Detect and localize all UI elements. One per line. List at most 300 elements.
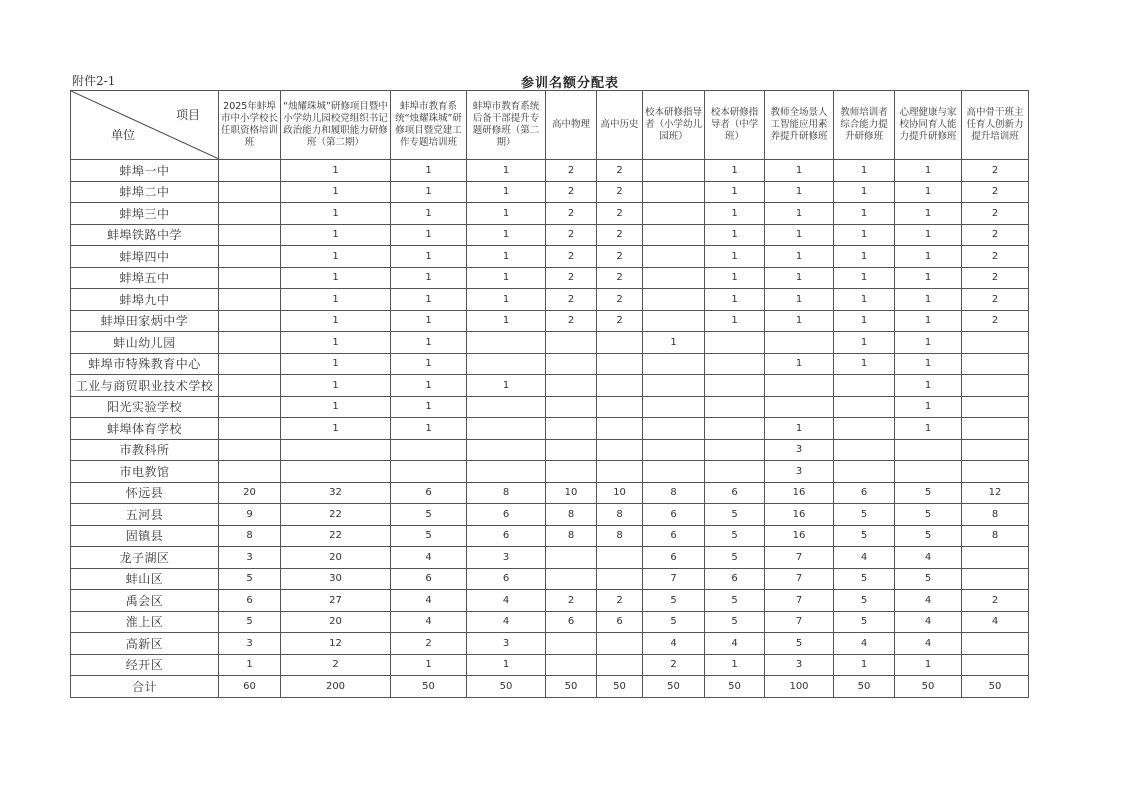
table-row [71,310,1029,332]
quota-cell: 1 [895,375,962,397]
quota-cell: 3 [219,547,281,569]
corner-item-label: 项目 [175,108,200,122]
quota-cell [597,461,643,483]
quota-cell: 8 [962,504,1029,526]
quota-cell [705,353,765,375]
quota-cell: 1 [834,310,895,332]
quota-cell: 1 [765,289,834,311]
quota-cell: 5 [895,482,962,504]
quota-cell: 2 [962,224,1029,246]
quota-cell: 1 [834,654,895,676]
quota-cell: 4 [834,547,895,569]
quota-cell: 1 [834,203,895,225]
quota-cell [834,375,895,397]
quota-cell [643,224,705,246]
quota-cell: 8 [467,482,546,504]
quota-cell: 50 [597,676,643,698]
quota-cell: 5 [834,568,895,590]
unit-name-cell: 龙子湖区 [71,547,219,569]
quota-cell: 1 [219,654,281,676]
quota-cell: 1 [391,224,467,246]
quota-cell: 2 [546,203,597,225]
unit-name-cell: 合计 [71,676,219,698]
quota-cell [391,439,467,461]
quota-cell [467,461,546,483]
unit-name-cell: 五河县 [71,504,219,526]
quota-cell: 3 [467,633,546,655]
quota-cell: 1 [391,267,467,289]
quota-cell [834,396,895,418]
quota-cell: 5 [895,504,962,526]
quota-cell: 6 [643,504,705,526]
quota-cell: 1 [467,181,546,203]
quota-cell: 20 [281,547,391,569]
quota-cell: 1 [705,203,765,225]
quota-cell: 1 [391,289,467,311]
unit-name-cell: 蚌埠铁路中学 [71,224,219,246]
quota-cell: 1 [834,267,895,289]
quota-cell [467,332,546,354]
quota-cell: 50 [391,676,467,698]
quota-cell: 50 [834,676,895,698]
quota-cell: 7 [765,547,834,569]
quota-cell: 5 [834,611,895,633]
quota-cell [962,568,1029,590]
table-row [71,289,1029,311]
quota-cell [546,461,597,483]
table-row [71,633,1029,655]
quota-cell: 1 [467,224,546,246]
quota-cell: 6 [834,482,895,504]
quota-cell: 1 [895,224,962,246]
quota-cell: 1 [895,246,962,268]
quota-cell: 7 [765,590,834,612]
column-header: 高中骨干班主任育人创新力提升培训班 [962,91,1029,160]
quota-cell: 3 [765,654,834,676]
quota-cell: 4 [643,633,705,655]
quota-cell: 1 [281,418,391,440]
table-row [71,246,1029,268]
unit-name-cell: 蚌埠九中 [71,289,219,311]
quota-cell: 4 [467,611,546,633]
table-row [71,332,1029,354]
quota-cell: 2 [546,246,597,268]
quota-cell: 1 [467,160,546,182]
quota-cell: 1 [705,246,765,268]
quota-cell [546,633,597,655]
column-header: 心理健康与家校协同育人能力提升研修班 [895,91,962,160]
quota-cell: 1 [281,181,391,203]
table-row [71,547,1029,569]
quota-cell [643,418,705,440]
quota-cell [597,353,643,375]
quota-cell: 6 [643,547,705,569]
quota-cell [962,375,1029,397]
quota-cell [643,160,705,182]
quota-cell [834,418,895,440]
quota-cell [219,310,281,332]
table-row [71,160,1029,182]
quota-cell [643,310,705,332]
quota-cell: 1 [467,289,546,311]
table-row [71,418,1029,440]
table-row [71,482,1029,504]
column-header: 教师全场景人工智能应用素养提升研修班 [765,91,834,160]
quota-cell [597,375,643,397]
quota-cell: 6 [705,482,765,504]
quota-cell: 1 [765,418,834,440]
quota-cell: 10 [597,482,643,504]
quota-cell: 1 [834,160,895,182]
quota-cell: 1 [895,267,962,289]
quota-cell: 5 [705,590,765,612]
quota-cell [546,332,597,354]
quota-cell [705,375,765,397]
quota-cell: 32 [281,482,391,504]
quota-cell: 8 [546,525,597,547]
quota-cell [219,246,281,268]
quota-cell [546,568,597,590]
quota-cell: 2 [962,203,1029,225]
quota-cell: 27 [281,590,391,612]
quota-cell [597,396,643,418]
quota-cell: 1 [391,332,467,354]
quota-cell [219,181,281,203]
quota-cell [219,160,281,182]
quota-cell [546,439,597,461]
quota-cell: 20 [281,611,391,633]
unit-name-cell: 经开区 [71,654,219,676]
quota-cell [705,461,765,483]
quota-cell: 6 [391,568,467,590]
quota-cell: 8 [962,525,1029,547]
quota-cell [597,439,643,461]
quota-cell: 2 [546,267,597,289]
quota-cell: 5 [643,590,705,612]
quota-cell: 1 [391,375,467,397]
column-header: 高中历史 [597,91,643,160]
quota-cell: 1 [895,181,962,203]
table-row [71,181,1029,203]
quota-cell [219,203,281,225]
quota-cell: 20 [219,482,281,504]
quota-cell: 1 [834,181,895,203]
column-header: 校本研修指导者（中学班） [705,91,765,160]
quota-cell [597,418,643,440]
quota-cell: 8 [219,525,281,547]
corner-unit-label: 单位 [111,128,136,142]
quota-cell: 12 [962,482,1029,504]
unit-name-cell: 蚌埠二中 [71,181,219,203]
quota-cell: 8 [546,504,597,526]
quota-cell: 2 [962,246,1029,268]
quota-cell [962,461,1029,483]
quota-cell: 9 [219,504,281,526]
quota-cell: 1 [895,203,962,225]
quota-cell: 1 [834,224,895,246]
table-row [71,396,1029,418]
quota-cell: 5 [391,525,467,547]
column-header: 2025年蚌埠市中小学校长任职资格培训班 [219,91,281,160]
quota-cell: 2 [546,289,597,311]
quota-cell: 5 [705,611,765,633]
quota-cell [546,353,597,375]
quota-cell: 1 [391,160,467,182]
quota-cell: 1 [895,418,962,440]
quota-cell: 4 [962,611,1029,633]
quota-cell: 5 [391,504,467,526]
quota-cell: 1 [643,332,705,354]
quota-cell [467,353,546,375]
quota-cell: 16 [765,504,834,526]
table-row [71,224,1029,246]
quota-cell: 4 [705,633,765,655]
quota-cell: 1 [281,246,391,268]
quota-cell: 6 [705,568,765,590]
quota-cell: 4 [391,590,467,612]
unit-name-cell: 阳光实验学校 [71,396,219,418]
table-row [71,504,1029,526]
quota-cell: 3 [765,461,834,483]
quota-cell: 2 [597,203,643,225]
quota-cell: 8 [597,525,643,547]
quota-cell: 6 [467,504,546,526]
quota-cell: 2 [962,289,1029,311]
quota-cell: 1 [895,310,962,332]
quota-cell: 50 [546,676,597,698]
column-header: 教师培训者综合能力提升研修班 [834,91,895,160]
quota-cell: 6 [546,611,597,633]
quota-cell: 8 [643,482,705,504]
quota-cell: 4 [391,547,467,569]
table-row [71,267,1029,289]
quota-cell: 100 [765,676,834,698]
quota-cell [219,375,281,397]
quota-cell: 1 [834,289,895,311]
quota-cell [705,439,765,461]
quota-cell: 1 [467,203,546,225]
quota-cell: 2 [391,633,467,655]
quota-cell [391,461,467,483]
quota-cell [219,439,281,461]
quota-cell: 1 [467,267,546,289]
quota-cell [546,396,597,418]
quota-cell: 5 [834,525,895,547]
quota-cell [219,353,281,375]
quota-cell: 1 [895,353,962,375]
quota-cell [705,418,765,440]
column-header: 校本研修指导者（小学幼儿园班） [643,91,705,160]
quota-cell: 5 [705,504,765,526]
quota-cell: 1 [391,396,467,418]
quota-cell [219,461,281,483]
table-row [71,353,1029,375]
quota-cell [962,332,1029,354]
quota-cell [643,289,705,311]
unit-name-cell: 蚌山区 [71,568,219,590]
quota-cell [597,547,643,569]
quota-cell [546,375,597,397]
quota-cell: 2 [597,267,643,289]
quota-cell: 2 [597,246,643,268]
quota-cell: 1 [834,353,895,375]
quota-allocation-table [70,90,1029,698]
quota-cell: 1 [765,353,834,375]
quota-cell: 1 [895,654,962,676]
quota-cell: 2 [962,267,1029,289]
quota-cell: 1 [705,267,765,289]
unit-name-cell: 蚌埠四中 [71,246,219,268]
quota-cell [597,633,643,655]
quota-cell: 1 [391,310,467,332]
quota-cell [643,246,705,268]
quota-cell: 1 [281,224,391,246]
quota-cell [895,461,962,483]
unit-name-cell: 蚌埠五中 [71,267,219,289]
quota-cell: 1 [391,246,467,268]
quota-cell: 1 [705,310,765,332]
quota-cell: 6 [597,611,643,633]
quota-cell: 4 [895,633,962,655]
unit-name-cell: 蚌埠三中 [71,203,219,225]
unit-name-cell: 蚌埠田家炳中学 [71,310,219,332]
quota-cell: 6 [467,568,546,590]
corner-header-cell [71,91,219,160]
quota-cell: 1 [281,203,391,225]
unit-name-cell: 淮上区 [71,611,219,633]
quota-cell [643,375,705,397]
unit-name-cell: 市教科所 [71,439,219,461]
quota-cell [834,439,895,461]
quota-cell: 1 [467,375,546,397]
quota-cell: 1 [281,396,391,418]
diagonal-divider [71,91,219,159]
quota-cell: 22 [281,504,391,526]
quota-cell: 200 [281,676,391,698]
quota-cell: 6 [467,525,546,547]
quota-cell: 1 [281,160,391,182]
quota-cell: 2 [597,289,643,311]
quota-cell: 1 [705,181,765,203]
table-row [71,611,1029,633]
quota-cell: 5 [834,504,895,526]
quota-cell [546,547,597,569]
quota-cell: 6 [219,590,281,612]
quota-cell: 1 [895,396,962,418]
quota-cell: 2 [597,181,643,203]
column-header: 蚌埠市教育系统后备干部提升专题研修班（第二期） [467,91,546,160]
quota-cell: 2 [597,160,643,182]
quota-cell: 2 [962,181,1029,203]
unit-name-cell: 怀远县 [71,482,219,504]
table-row [71,654,1029,676]
table-row [71,439,1029,461]
quota-cell: 1 [765,203,834,225]
quota-cell: 1 [705,224,765,246]
quota-cell: 1 [895,289,962,311]
quota-cell [765,396,834,418]
quota-cell: 2 [597,590,643,612]
quota-cell [962,418,1029,440]
quota-cell [962,439,1029,461]
quota-cell: 1 [391,353,467,375]
quota-cell: 2 [962,160,1029,182]
quota-cell: 8 [597,504,643,526]
quota-cell: 1 [705,654,765,676]
quota-cell: 1 [765,160,834,182]
quota-cell: 3 [219,633,281,655]
quota-cell: 5 [895,525,962,547]
quota-cell: 1 [467,246,546,268]
quota-cell [962,547,1029,569]
quota-cell: 2 [281,654,391,676]
quota-cell: 5 [834,590,895,612]
quota-cell: 2 [546,310,597,332]
quota-cell: 22 [281,525,391,547]
quota-cell: 1 [765,181,834,203]
quota-cell [219,396,281,418]
document-title: 参训名额分配表 [520,76,619,91]
table-row [71,461,1029,483]
quota-cell [705,332,765,354]
quota-cell [467,418,546,440]
quota-cell: 12 [281,633,391,655]
quota-cell [643,203,705,225]
quota-cell [643,396,705,418]
unit-name-cell: 蚌山幼儿园 [71,332,219,354]
quota-cell [281,439,391,461]
quota-cell: 1 [281,289,391,311]
quota-cell: 5 [705,525,765,547]
quota-cell: 10 [546,482,597,504]
quota-cell [643,267,705,289]
table-row [71,525,1029,547]
quota-cell: 5 [643,611,705,633]
quota-cell: 4 [895,611,962,633]
quota-cell: 6 [643,525,705,547]
quota-cell [643,461,705,483]
total-row [71,676,1029,698]
quota-cell [643,353,705,375]
quota-cell: 2 [546,224,597,246]
quota-cell: 16 [765,525,834,547]
unit-name-cell: 市电教馆 [71,461,219,483]
table-row [71,203,1029,225]
quota-cell: 7 [765,611,834,633]
quota-cell: 5 [219,568,281,590]
quota-cell [643,439,705,461]
table-row [71,590,1029,612]
quota-cell: 4 [895,590,962,612]
quota-cell: 1 [281,332,391,354]
quota-cell [546,418,597,440]
quota-cell [597,332,643,354]
quota-cell: 1 [765,246,834,268]
unit-name-cell: 高新区 [71,633,219,655]
quota-cell: 2 [962,590,1029,612]
quota-cell: 1 [391,203,467,225]
quota-cell: 1 [391,418,467,440]
table-body [71,160,1029,698]
quota-cell: 4 [834,633,895,655]
table-row [71,375,1029,397]
column-header: “烛耀珠城”研修项目暨中小学幼儿园校党组织书记政治能力和履职能力研修班（第二期） [281,91,391,160]
quota-cell [643,181,705,203]
quota-cell: 1 [705,289,765,311]
quota-cell: 1 [895,332,962,354]
quota-cell [597,654,643,676]
quota-cell: 2 [546,181,597,203]
